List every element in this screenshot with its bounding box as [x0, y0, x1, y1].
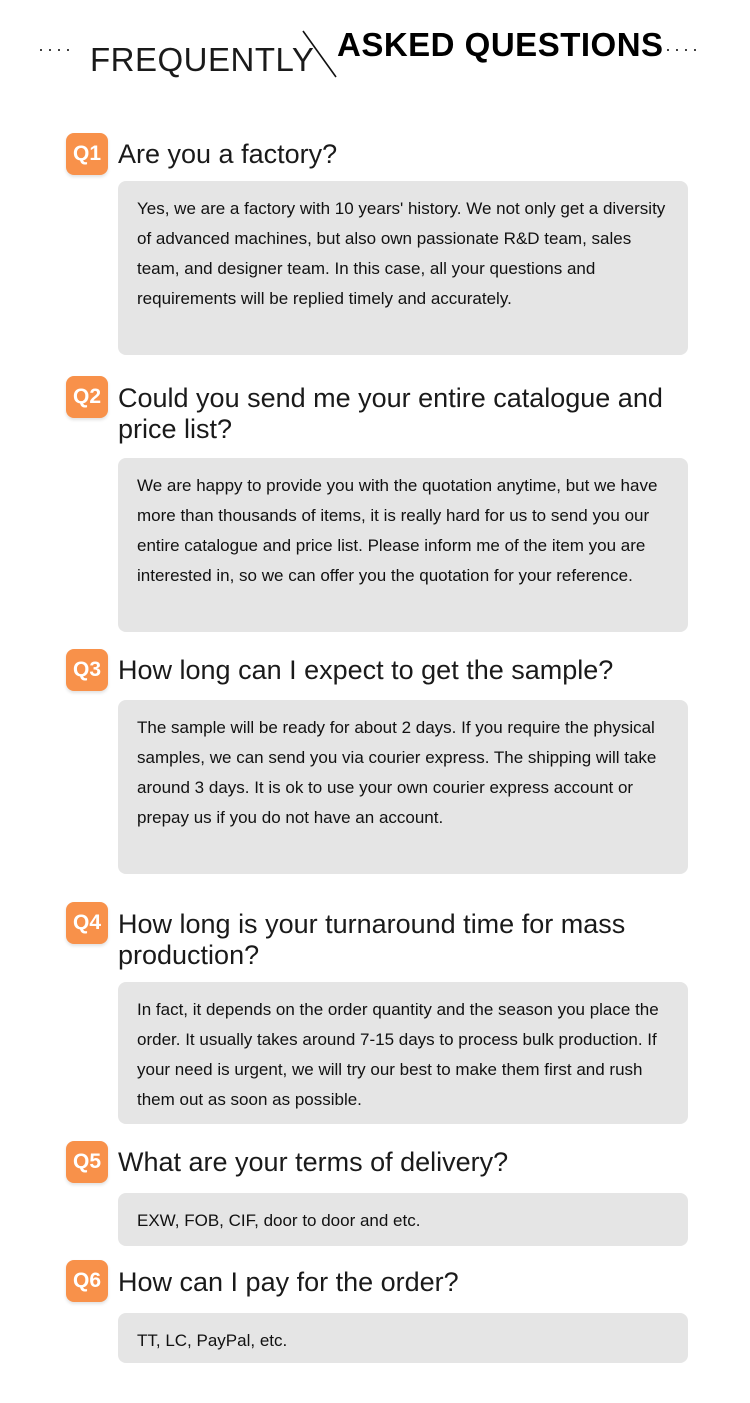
title-asked-questions: ASKED QUESTIONS: [337, 26, 664, 63]
page-header: [0, 0, 750, 100]
q1-badge: Q1: [66, 133, 108, 175]
q1-answer: Yes, we are a factory with 10 years' history. We not only get a diversity of advanced machines, but also own passionate R&D team, sales team, and designer team. In this case, all your questions and requirements will be replied timely and accurately.: [118, 181, 688, 355]
decorative-dots-right: ····: [665, 39, 701, 59]
q2-answer: We are happy to provide you with the quotation anytime, but we have more than thousands of items, it is really hard for us to send you our entire catalogue and price list. Please inform me of the item you are interested in, so we can offer you the quotation for your reference.: [118, 458, 688, 632]
q2-badge: Q2: [66, 376, 108, 418]
title-frequently: FREQUENTLY: [90, 41, 315, 78]
title-slash-divider: [300, 28, 340, 80]
q6-answer: TT, LC, PayPal, etc.: [118, 1313, 688, 1363]
q2-question: Could you send me your entire catalogue and price list?: [118, 383, 663, 444]
decorative-dots-left: ····: [38, 39, 74, 59]
q5-answer: EXW, FOB, CIF, door to door and etc.: [118, 1193, 688, 1246]
q4-question: How long is your turnaround time for mass production?: [118, 909, 626, 970]
q3-badge: Q3: [66, 649, 108, 691]
q3-answer: The sample will be ready for about 2 days. If you require the physical samples, we can send you via courier express. The shipping will take around 3 days. It is ok to use your own courier express account or prepay us if you do not have an account.: [118, 700, 688, 874]
q3-question: How long can I expect to get the sample?: [118, 655, 614, 685]
q4-badge: Q4: [66, 902, 108, 944]
q1-question: Are you a factory?: [118, 139, 338, 169]
q4-answer: In fact, it depends on the order quantity and the season you place the order. It usually takes around 7-15 days to process bulk production. If your need is urgent, we will try our best to make them first and rush them out as soon as possible.: [118, 982, 688, 1124]
q6-question: How can I pay for the order?: [118, 1267, 459, 1297]
q5-badge: Q5: [66, 1141, 108, 1183]
q5-question: What are your terms of delivery?: [118, 1147, 509, 1177]
q6-badge: Q6: [66, 1260, 108, 1302]
